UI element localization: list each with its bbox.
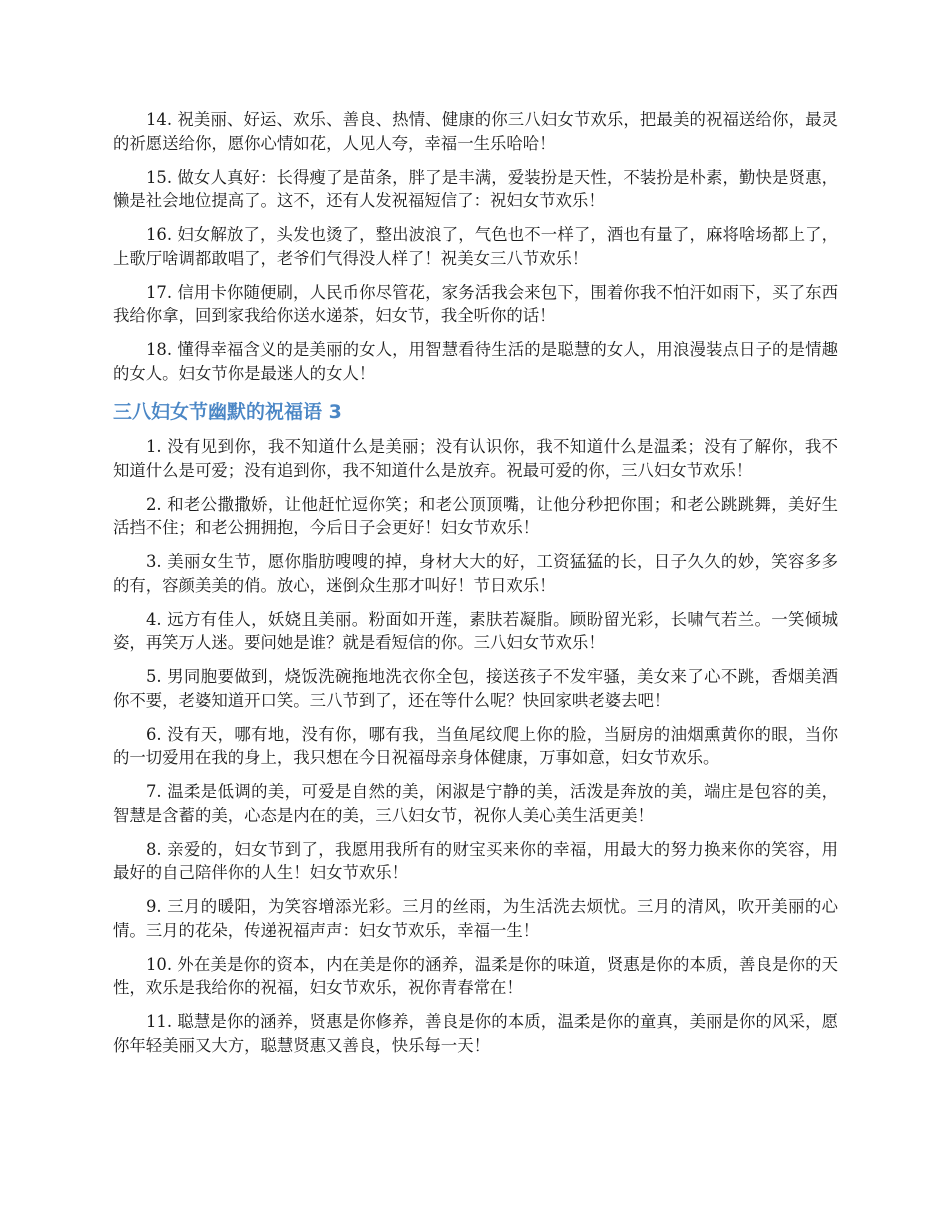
paragraph-9: 9. 三月的暖阳，为笑容增添光彩。三月的丝雨，为生活洗去烦忧。三月的清风，吹开美丽的心情。三月的花朵，传递祝福声声：妇女节欢乐，幸福一生！: [113, 897, 838, 940]
document-page: [113, 108, 838, 1068]
paragraph-18: 18. 懂得幸福含义的是美丽的女人，用智慧看待生活的是聪慧的女人，用浪漫装点日子的是情趣的女人。妇女节你是最迷人的女人！: [113, 340, 838, 383]
paragraph-5: 5. 男同胞要做到，烧饭洗碗拖地洗衣你全包，接送孩子不发牢骚，美女来了心不跳，香烟美酒你不要，老婆知道开口笑。三八节到了，还在等什么呢？快回家哄老婆去吧！: [113, 667, 838, 710]
section-heading: 三八妇女节幽默的祝福语 3: [113, 401, 342, 423]
paragraph-6: 6. 没有天，哪有地，没有你，哪有我，当鱼尾纹爬上你的脸，当厨房的油烟熏黄你的眼，当你的一切爱用在我的身上，我只想在今日祝福母亲身体健康，万事如意，妇女节欢乐。: [113, 724, 838, 767]
paragraph-11: 11. 聪慧是你的涵养，贤惠是你修养，善良是你的本质，温柔是你的童真，美丽是你的风采，愿你年轻美丽又大方，聪慧贤惠又善良，快乐每一天！: [113, 1012, 838, 1055]
paragraph-2: 2. 和老公撒撒娇，让他赶忙逗你笑；和老公顶顶嘴，让他分秒把你围；和老公跳跳舞，美好生活挡不住；和老公拥拥抱，今后日子会更好！妇女节欢乐！: [113, 494, 838, 537]
paragraph-8: 8. 亲爱的，妇女节到了，我愿用我所有的财宝买来你的幸福，用最大的努力换来你的笑容，用最好的自己陪伴你的人生！妇女节欢乐！: [113, 839, 838, 882]
paragraph-17: 17. 信用卡你随便刷，人民币你尽管花，家务活我会来包下，围着你我不怕汗如雨下，买了东西我给你拿，回到家我给你送水递茶，妇女节，我全听你的话！: [113, 282, 838, 325]
paragraph-4: 4. 远方有佳人，妖娆且美丽。粉面如开莲，素肤若凝脂。顾盼留光彩，长啸气若兰。一笑倾城姿，再笑万人迷。要问她是谁？就是看短信的你。三八妇女节欢乐！: [113, 609, 838, 652]
paragraph-16: 16. 妇女解放了，头发也烫了，整出波浪了，气色也不一样了，酒也有量了，麻将啥场都上了，上歌厅啥调都敢唱了，老爷们气得没人样了！祝美女三八节欢乐！: [113, 225, 838, 268]
paragraph-3: 3. 美丽女生节，愿你脂肪嗖嗖的掉，身材大大的好，工资猛猛的长，日子久久的妙，笑容多多的有，容颜美美的俏。放心，迷倒众生那才叫好！节日欢乐！: [113, 552, 838, 595]
paragraph-1: 1. 没有见到你，我不知道什么是美丽；没有认识你，我不知道什么是温柔；没有了解你，我不知道什么是可爱；没有追到你，我不知道什么是放弃。祝最可爱的你，三八妇女节欢乐！: [113, 437, 838, 480]
paragraph-7: 7. 温柔是低调的美，可爱是自然的美，闲淑是宁静的美，活泼是奔放的美，端庄是包容的美，智慧是含蓄的美，心态是内在的美，三八妇女节，祝你人美心美生活更美！: [113, 782, 838, 825]
paragraph-10: 10. 外在美是你的资本，内在美是你的涵养，温柔是你的味道，贤惠是你的本质，善良是你的天性，欢乐是我给你的祝福，妇女节欢乐，祝你青春常在！: [113, 954, 838, 997]
paragraph-14: 14. 祝美丽、好运、欢乐、善良、热情、健康的你三八妇女节欢乐，把最美的祝福送给你，最灵的祈愿送给你，愿你心情如花，人见人夸，幸福一生乐哈哈！: [113, 110, 838, 153]
paragraph-15: 15. 做女人真好：长得瘦了是苗条，胖了是丰满，爱装扮是天性，不装扮是朴素，勤快是贤惠，懒是社会地位提高了。这不，还有人发祝福短信了：祝妇女节欢乐！: [113, 167, 838, 210]
